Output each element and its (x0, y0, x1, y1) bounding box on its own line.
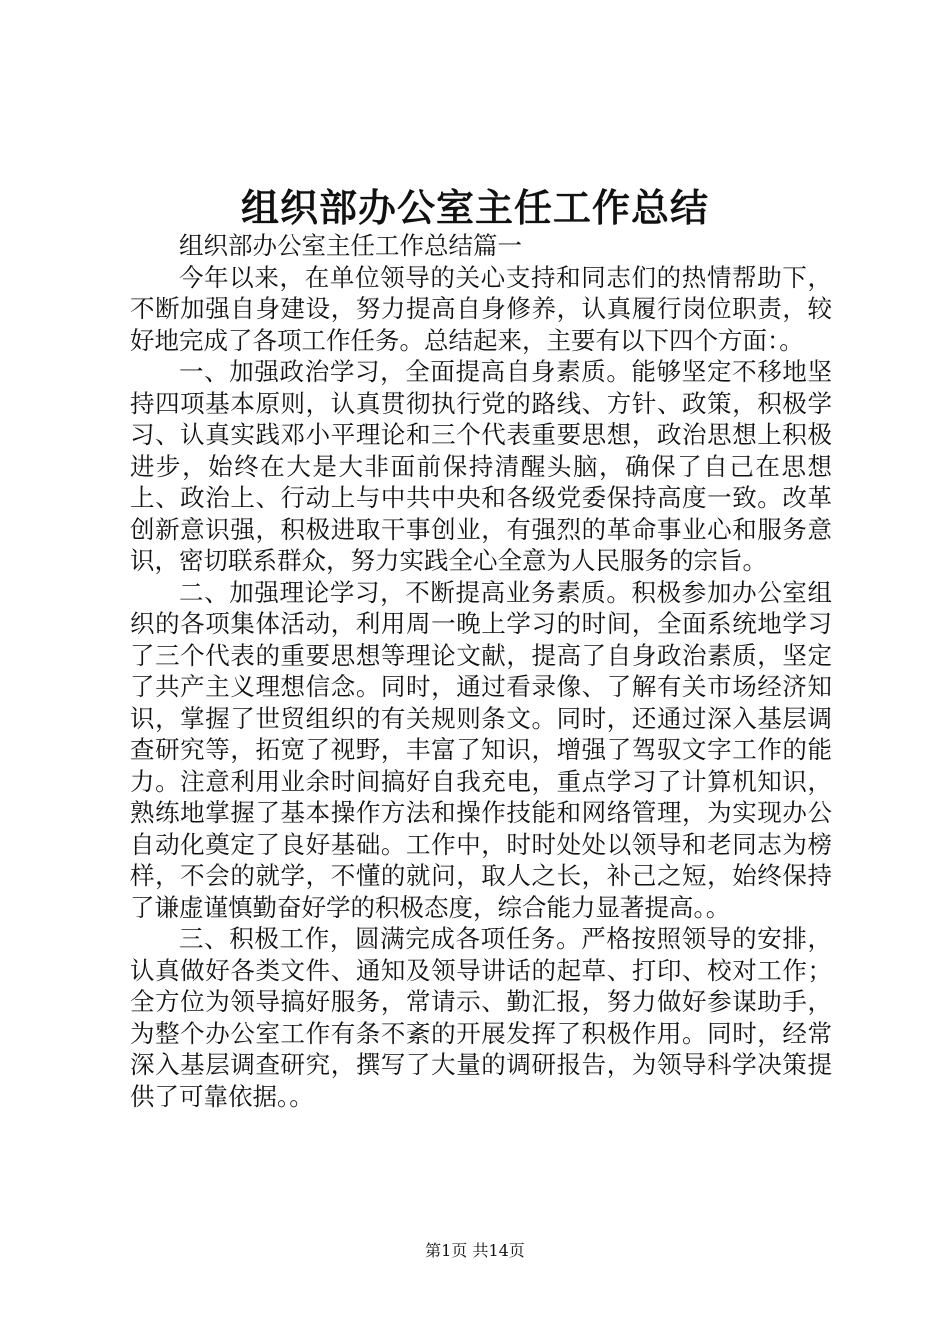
paragraph-intro: 今年以来，在单位领导的关心支持和同志们的热情帮助下，不断加强自身建设，努力提高自身修养，认真履行岗位职责，较好地完成了各项工作任务。总结起来，主要有以下四个方面：。 (130, 262, 832, 355)
document-title: 组织部办公室主任工作总结 (240, 185, 709, 230)
page-number-footer: 第1页 共14页 (425, 1241, 525, 1260)
paragraph-subtitle: 组织部办公室主任工作总结篇一 (179, 231, 522, 260)
paragraph-section-1: 一、加强政治学习，全面提高自身素质。能够坚定不移地坚持四项基本原则，认真贯彻执行党的路线、方针、政策，积极学习、认真实践邓小平理论和三个代表重要思想，政治思想上积极进步，始终在大是大非面前保持清醒头脑，确保了自己在思想上、政治上、行动上与中共中央和各级党委保持高度一致。改革创新意识强，积极进取干事创业，有强烈的革命事业心和服务意识，密切联系群众，努力实践全心全意为人民服务的宗旨。 (130, 357, 832, 575)
paragraph-section-3: 三、积极工作，圆满完成各项任务。严格按照领导的安排，认真做好各类文件、通知及领导讲话的起草、打印、校对工作；全方位为领导搞好服务，常请示、勤汇报，努力做好参谋助手，为整个办公室工作有条不紊的开展发挥了积极作用。同时，经常深入基层调查研究，撰写了大量的调研报告，为领导科学决策提供了可靠依据。。 (130, 924, 832, 1111)
paragraph-section-2: 二、加强理论学习，不断提高业务素质。积极参加办公室组织的各项集体活动，利用周一晚上学习的时间，全面系统地学习了三个代表的重要思想等理论文献，提高了自身政治素质，坚定了共产主义理想信念。同时，通过看录像、了解有关市场经济知识，掌握了世贸组织的有关规则条文。同时，还通过深入基层调查研究等，拓宽了视野，丰富了知识，增强了驾驭文字工作的能力。注意利用业余时间搞好自我充电，重点学习了计算机知识，熟练地掌握了基本操作方法和操作技能和网络管理，为实现办公自动化奠定了良好基础。工作中，时时处处以领导和老同志为榜样，不会的就学，不懂的就问，取人之长，补己之短，始终保持了谦虚谨慎勤奋好学的积极态度，综合能力显著提高。。 (130, 577, 832, 922)
document-body (130, 230, 832, 1112)
